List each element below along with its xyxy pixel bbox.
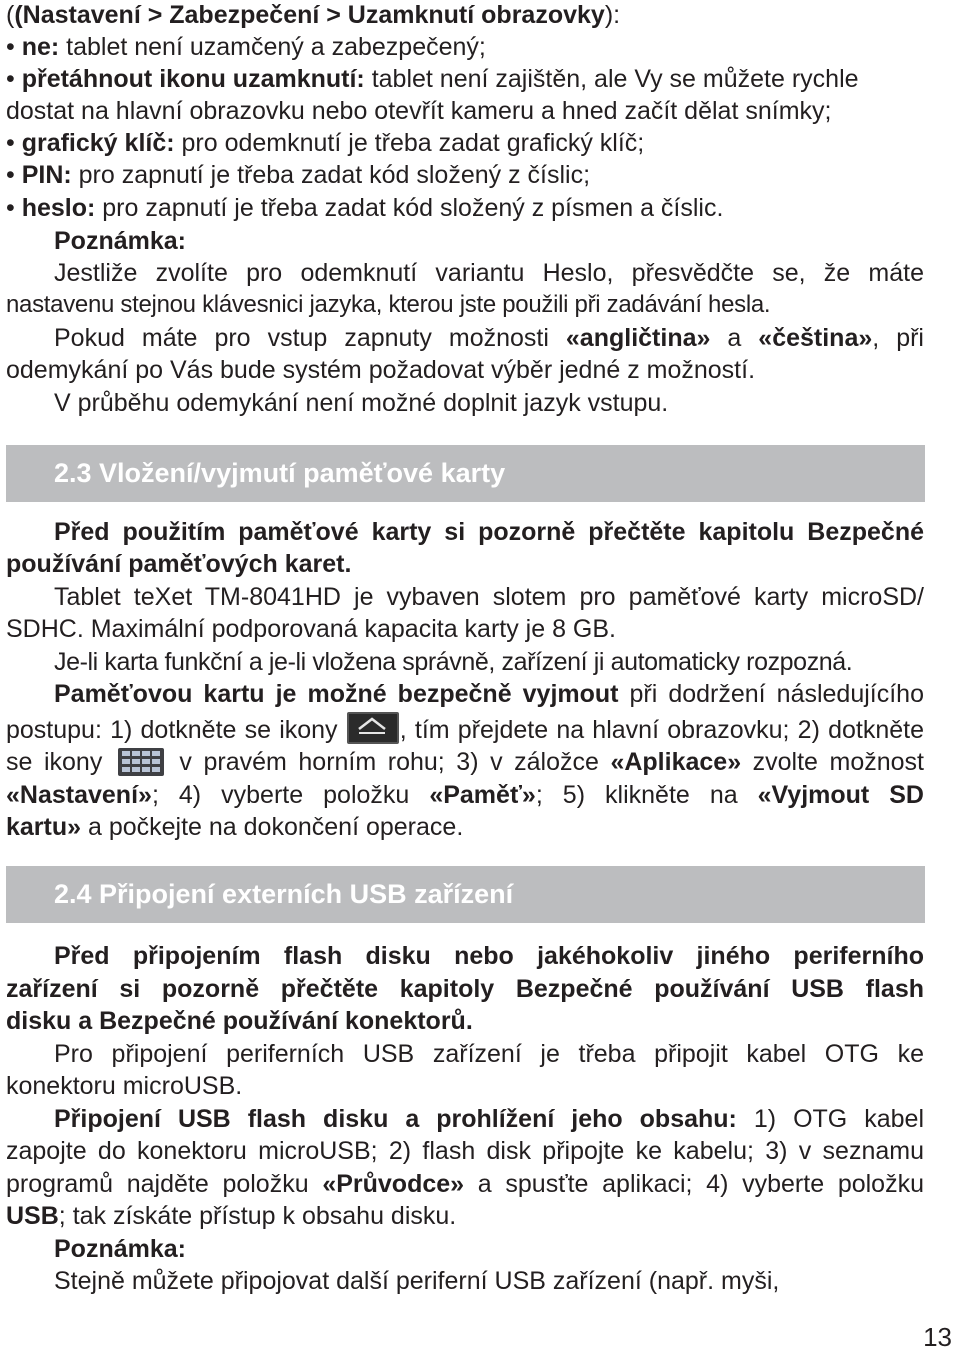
paragraph: se ikony v pravém horním rohu; 3) v záložce «Aplikace» zvolte možnost	[6, 748, 924, 776]
warning-text: Před použitím paměťové karty si pozorně přečtěte kapitolu Bezpečné	[54, 518, 924, 546]
note-label: Poznámka:	[54, 1235, 186, 1263]
note-text: Stejně můžete připojovat další periferní USB zařízení (např. myši,	[54, 1267, 780, 1295]
warning-text: používání paměťových karet.	[6, 550, 352, 578]
note-text: odemykání po Vás bude systém požadovat výběr jedné z možností.	[6, 356, 756, 384]
note-text: nastavenu stejnou klávesnici jazyka, kterou jste použili při zadávání hesla.	[6, 291, 771, 318]
paragraph: Pro připojení periferních USB zařízení je třeba připojit kabel OTG ke	[54, 1040, 924, 1068]
paragraph: Paměťovou kartu je možné bezpečně vyjmout při dodržení následujícího	[54, 680, 924, 708]
warning-text: Před připojením flash disku nebo jakéhokoliv jiného periferního	[54, 942, 924, 970]
list-item: • PIN: pro zapnutí je třeba zadat kód složený z číslic;	[6, 161, 591, 189]
paragraph: kartu» a počkejte na dokončení operace.	[6, 813, 464, 841]
list-item: • přetáhnout ikonu uzamknutí: tablet není zajištěn, ale Vy se můžete rychle	[6, 65, 859, 93]
page-number: 13	[923, 1322, 952, 1352]
list-item: • ne: tablet není uzamčený a zabezpečený;	[6, 33, 486, 61]
note-text: Pokud máte pro vstup zapnuty možnosti «angličtina» a «čeština», při	[54, 324, 924, 352]
list-item: • grafický klíč: pro odemknutí je třeba zadat grafický klíč;	[6, 129, 645, 157]
paragraph: Je-li karta funkční a je-li vložena správně, zařízení ji automaticky rozpozná.	[54, 648, 853, 676]
home-icon	[347, 712, 399, 744]
paragraph: Připojení USB flash disku a prohlížení jeho obsahu: 1) OTG kabel	[54, 1105, 924, 1133]
paragraph: Tablet teXet TM-8041HD je vybaven slotem pro paměťové karty microSD/	[54, 583, 924, 611]
section-heading: 2.4 Připojení externích USB zařízení	[54, 879, 514, 909]
section-heading-bar	[6, 866, 925, 923]
section-heading-bar	[6, 445, 925, 502]
warning-text: disku a Bezpečné používání konektorů.	[6, 1007, 473, 1035]
paragraph: «Nastavení»; 4) vyberte položku «Paměť»; 5) klikněte na «Vyjmout SD	[6, 781, 924, 809]
paragraph: zapojte do konektoru microUSB; 2) flash disk připojte ke kabelu; 3) v seznamu	[6, 1137, 924, 1165]
paragraph: postupu: 1) dotkněte se ikony , tím přejdete na hlavní obrazovku; 2) dotkněte	[6, 712, 924, 745]
paragraph: programů najděte položku «Průvodce» a spusťte aplikaci; 4) vyberte položku	[6, 1170, 924, 1198]
paragraph: konektoru microUSB.	[6, 1072, 243, 1100]
apps-grid-icon	[118, 748, 164, 776]
section-heading: 2.3 Vložení/vyjmutí paměťové karty	[54, 458, 506, 488]
list-item: • heslo: pro zapnutí je třeba zadat kód složený z písmen a číslic.	[6, 194, 724, 222]
list-item-continued: dostat na hlavní obrazovku nebo otevřít kameru a hned začít dělat snímky;	[6, 97, 832, 125]
paragraph: SDHC. Maximální podporovaná kapacita karty je 8 GB.	[6, 615, 616, 643]
note-text: Jestliže zvolíte pro odemknutí variantu Heslo, přesvědčte se, že máte	[54, 259, 924, 287]
paragraph: USB; tak získáte přístup k obsahu disku.	[6, 1202, 457, 1230]
settings-path: ((Nastavení > Zabezpečení > Uzamknutí obrazovky):	[6, 1, 621, 29]
note-label: Poznámka:	[54, 227, 186, 255]
note-text: V průběhu odemykání není možné doplnit jazyk vstupu.	[54, 389, 669, 417]
warning-text: zařízení si pozorně přečtěte kapitoly Bezpečné používání USB flash	[6, 975, 924, 1003]
